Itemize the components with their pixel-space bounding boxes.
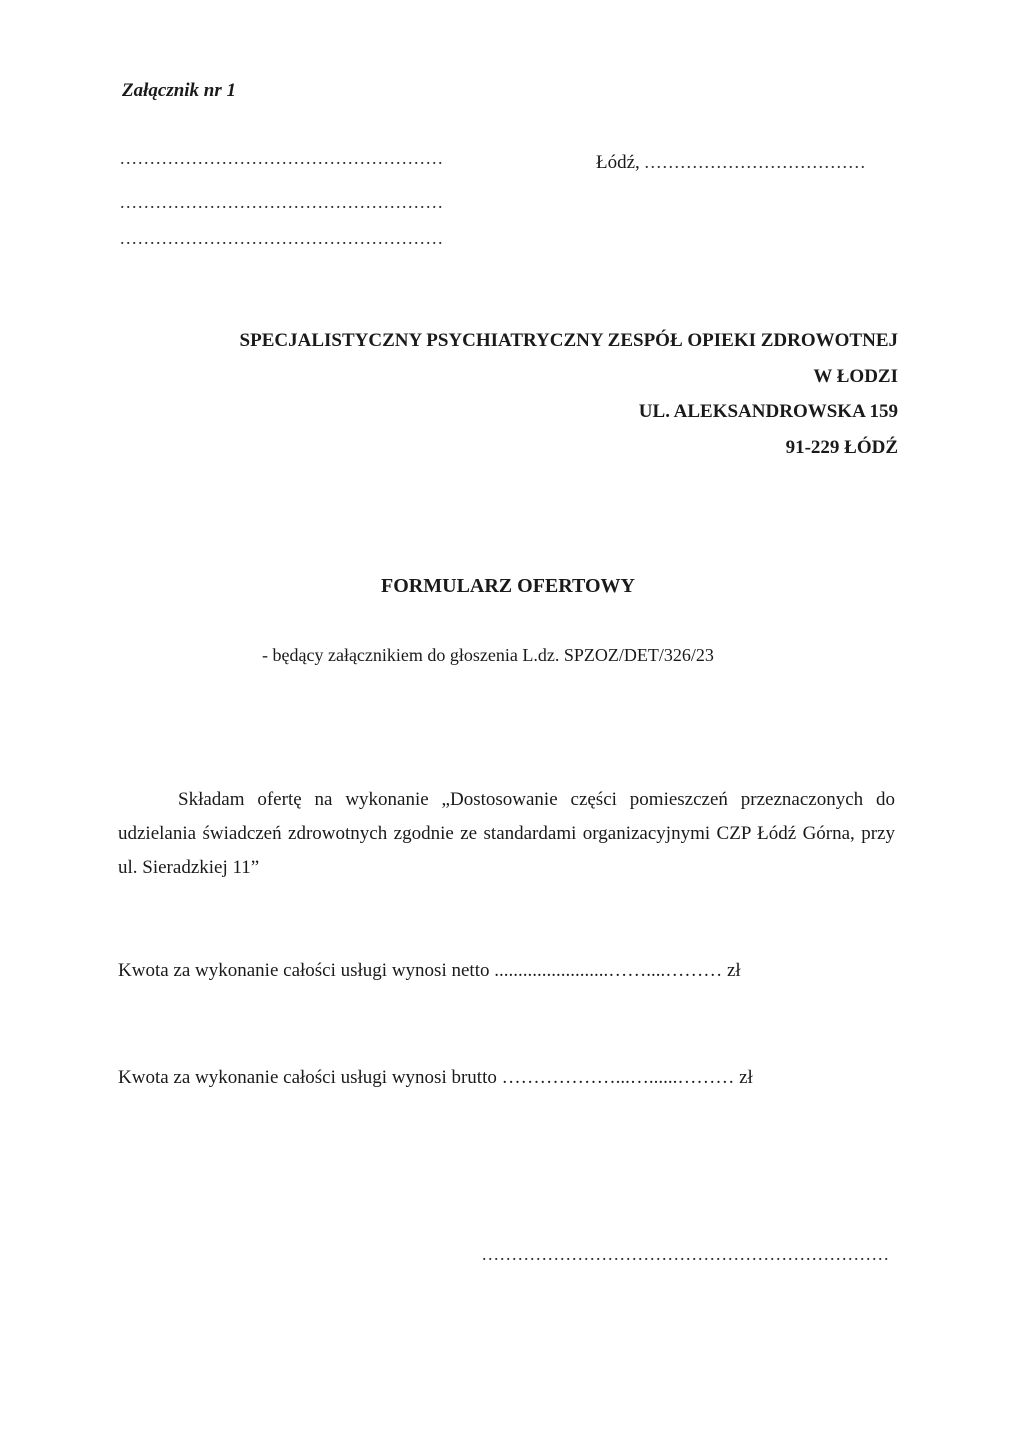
recipient-line-3: UL. ALEKSANDROWSKA 159: [638, 401, 898, 422]
offer-text: Składam ofertę na wykonanie „Dostosowanie części pomieszczeń przeznaczonych do udzielania świadczeń zdrowotnych zgodnie ze standardami organizacyjnymi CZP Łódź Górna, przy ul. Sieradzkiej 11”: [118, 789, 895, 878]
sender-line-2: ......................................................: [120, 192, 444, 212]
amount-net: Kwota za wykonanie całości usługi wynosi netto ........................……....……… zł: [118, 960, 741, 981]
recipient-line-1: SPECJALISTYCZNY PSYCHIATRYCZNY ZESPÓŁ OPIEKI ZDROWOTNEJ: [239, 330, 898, 351]
sender-line-1: ......................................................: [120, 148, 444, 168]
recipient-line-2: W ŁODZI: [813, 366, 898, 387]
form-title: FORMULARZ OFERTOWY: [381, 575, 635, 597]
form-subtitle: - będący załącznikiem do głoszenia L.dz. SPZOZ/DET/326/23: [262, 645, 714, 665]
recipient-line-4: 91-229 ŁÓDŹ: [785, 437, 898, 458]
attachment-label: Załącznik nr 1: [122, 80, 237, 101]
place-date: [596, 152, 867, 174]
amount-gross: Kwota za wykonanie całości usługi wynosi brutto ………………...…......……… zł: [118, 1067, 753, 1088]
date-placeholder: .....................................: [644, 152, 867, 172]
signature-line: ....................................................................: [482, 1244, 890, 1264]
place-label: Łódź,: [596, 152, 640, 173]
sender-line-3: ......................................................: [120, 228, 444, 248]
